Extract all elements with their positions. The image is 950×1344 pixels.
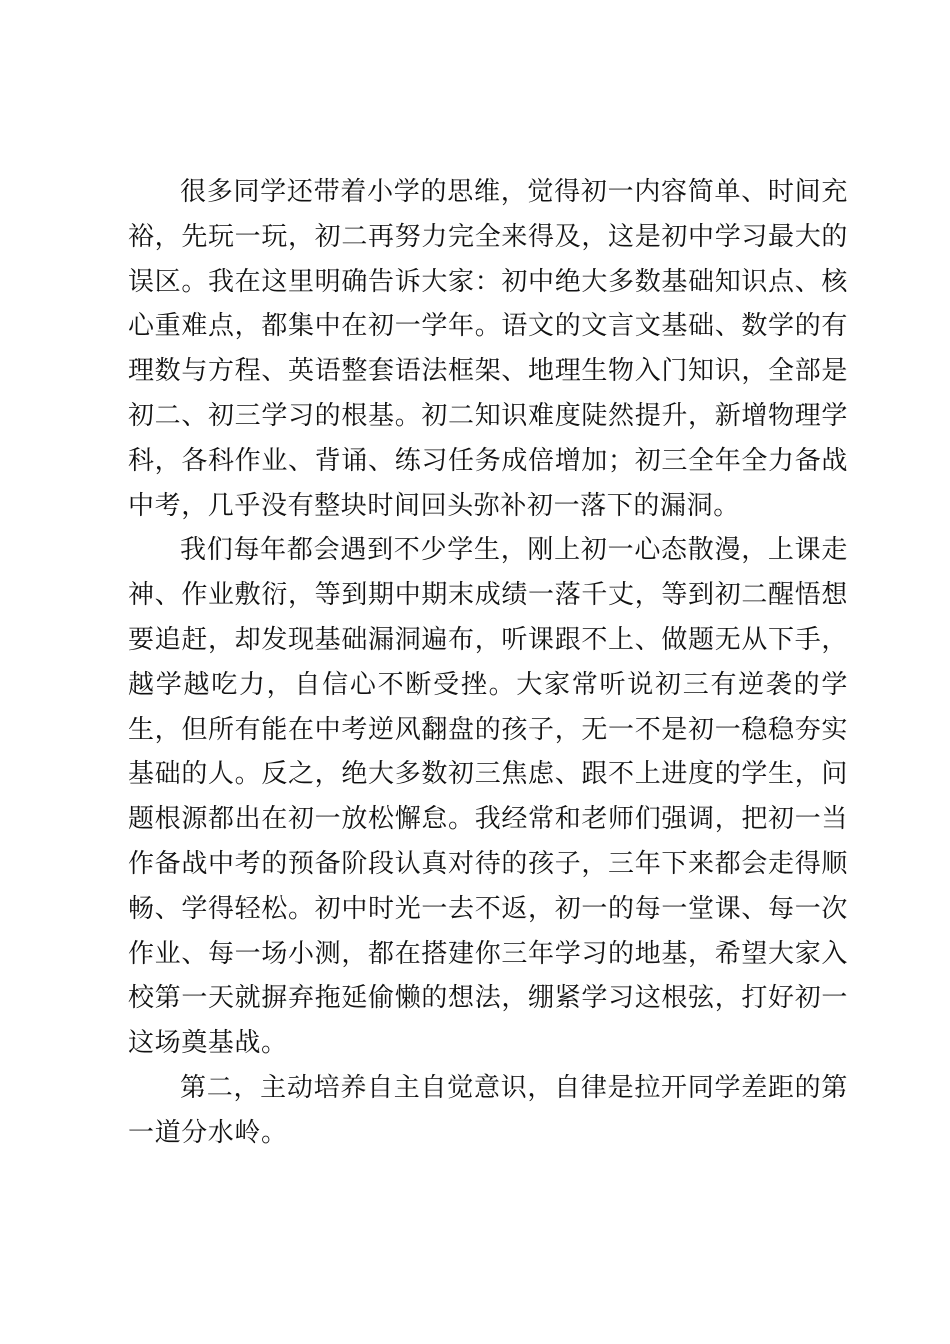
paragraph-1: 很多同学还带着小学的思维，觉得初一内容简单、时间充裕，先玩一玩，初二再努力完全来得及，这是初中学习最大的误区。我在这里明确告诉大家：初中绝大多数基础知识点、核心重难点，都集中在初一学年。语文的文言文基础、数学的有理数与方程、英语整套语法框架、地理生物入门知识，全部是初二、初三学习的根基。初二知识难度陡然提升，新增物理学科，各科作业、背诵、练习任务成倍增加；初三全年全力备战中考，几乎没有整块时间回头弥补初一落下的漏洞。 xyxy=(128,177,848,521)
document-body xyxy=(128,170,848,1156)
paragraph-2: 我们每年都会遇到不少学生，刚上初一心态散漫，上课走神、作业敷衍，等到期中期末成绩一落千丈，等到初二醒悟想要追赶，却发现基础漏洞遍布，听课跟不上、做题无从下手，越学越吃力，自信心不断受挫。大家常听说初三有逆袭的学生，但所有能在中考逆风翻盘的孩子，无一不是初一稳稳夯实基础的人。反之，绝大多数初三焦虑、跟不上进度的学生，问题根源都出在初一放松懈怠。我经常和老师们强调，把初一当作备战中考的预备阶段认真对待的孩子，三年下来都会走得顺畅、学得轻松。初中时光一去不返，初一的每一堂课、每一次作业、每一场小测，都在搭建你三年学习的地基，希望大家入校第一天就摒弃拖延偷懒的想法，绷紧学习这根弦，打好初一这场奠基战。 xyxy=(128,535,848,1059)
paragraph-3: 第二，主动培养自主自觉意识，自律是拉开同学差距的第一道分水岭。 xyxy=(128,1072,848,1148)
